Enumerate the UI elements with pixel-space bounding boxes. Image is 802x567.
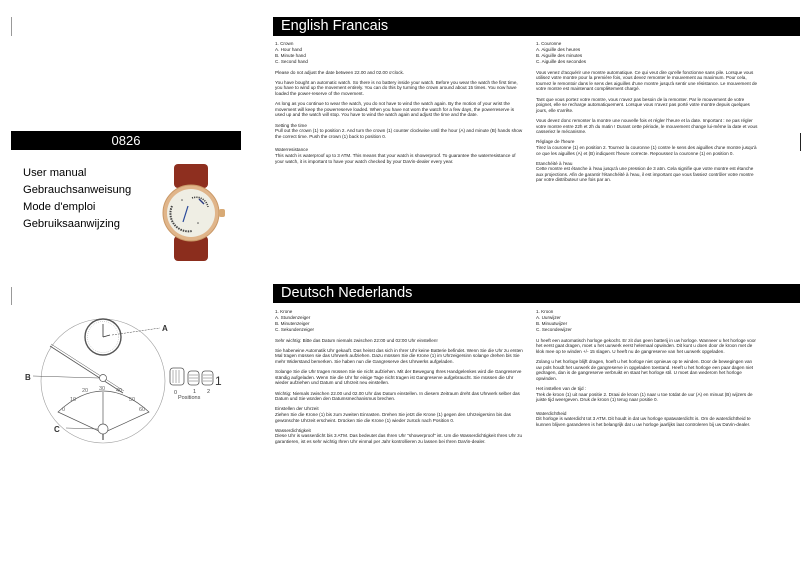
subheading: Setting the time [275,122,307,128]
french-column [536,41,758,188]
title-english: User manual [23,167,87,179]
paragraph: Tant que vous portez votre montre, vous n'avez pas besoin de la remonter. Par le mouvement de votre poignet, elle se recharge automatiquement. Lorsque vous n'avez pas porté votre montre depuis quelques jours, elle s'arrête. [536,96,750,113]
label-c: C [54,425,60,434]
svg-text:50: 50 [129,397,136,403]
svg-text:1: 1 [193,389,197,395]
paragraph: Sie habeneine Automatik Uhr gekauft. Das heisst das sich in Ihrer Uhr keine Batterie befindet. Wenn Sie die Uhr zu ersten Mal tragen müssen sie das Uhrwerk aufziehen. Dazu müssen Sie die Krone (1) im Uhrzeigersinn solange drehen bis Sie mehr Widerstand bemerken. Sie haben nun die Gangreserve des Uhrwerks aufgeladen. [275,347,523,364]
paragraph: Please do not adjust the date between 22.00 and 02.00 o'clock. [275,69,405,75]
paragraph: Trek de kroon (1) uit naar positie 2. Draai de kroon (1) naar u toe totdat de uur (A) en minuut (B) wijzers de juiste tijd weergeven. Druk de kroon (1) terug naar positie 0. [536,391,753,403]
svg-text:0: 0 [174,390,178,396]
wristwatch-photo [152,163,236,263]
paragraph: Ziehen Sie die Krone (1) bis zum zweiten Einrasten. Drehen Sie jetzt die Krone (1) gegen den Uhrzeigersinn bis das gewünschte Uhrzeit erscheint. Drücken Sie die Krone (1) wieder zurück nach Position 0. [275,411,511,423]
paragraph: Wichtig: Niemals zwischen 22.00 und 02.00 Uhr das Datum einstellen. In diesem Zeitraum dreht das Uhrwerk selber das Datum und Sie würden den Datumsmechanismus brechen. [275,390,520,402]
english-column [275,41,525,169]
svg-text:40: 40 [116,388,123,394]
paragraph: U heeft een automatisch horloge gekocht. Er zit dus geen batterij in uw horloge. Wanneer u het horloge voor het eerst gaat dragen, moet u het uurwerk eerst helemaal opwinden. Dit kunt u doen door de kroon met de klok mee op te winden +/- 15 slagen. U heeft nu de gangreserve van het uurwerk opgeladen. [536,337,756,354]
subheading: Het instellen van de tijd : [536,385,587,391]
paragraph: Solange Sie die Uhr tragen müssen Sie sie nicht aufziehen. Mit der Bewegung Ihres Handgelenkes wird die Gangreserve ständig aufgeladen. Wenn Sie die Uhr für einige Tage nicht tragen ist Gangreserve aufgebraucht. Sie müssen die Uhr wieder aufziehen und Datum und Uhrzeit neu einstellen. [275,369,522,386]
paragraph: You have bought an automatic watch. So there is no battery inside your watch. Before you wear the watch the first time, you have to wind up the movement entirely. You can do this by turning the crown around about 15 times. You now have loaded the power-reserve of the movement. [275,79,518,96]
paragraph: Cette montre est étanche à l'eau jusqu'à une pression de 3 atm. Cela signifie que votre montre est étanche aux projections. Afin de garantir l'étanchéité à l'eau, il est important que vous fassiez contrôler votre montre par votre distributeur une fois par an. [536,166,754,183]
paragraph: Vous devez donc remonter la montre une nouvelle fois et régler l'heure et la date. Important : ne pas régler votre montre entre 22h et 2h du matin ! Durant cette période, le mouvement change lui-même la date et vous casseriez le mécanisme. [536,117,758,135]
svg-text:30: 30 [99,386,106,392]
title-german: Gebrauchsanweisung [23,184,132,196]
label-b: B [25,373,31,382]
paragraph: Sehr wichtig: Bitte das Datum niemals zwischen 22:00 und 02:00 Uhr einstellen! [275,337,438,343]
crop-mark [800,133,801,151]
subheading: Réglage de l'heure [536,139,575,145]
crop-mark [11,17,12,36]
paragraph: Diese Uhr is wasserdicht bis 3 ATM. Das bedeutet das Ihren Uhr "showerproof" ist. Um die Wasserdichtigkeit Ihres Uhr zu garantieren, ist es sehr wichtig Ihren Uhr einmal per Jahr kontrollieren zu lassen bei Ihren DaVin-dealer. [275,433,523,444]
svg-text:Positions: Positions [178,395,201,401]
watch-hands-diagram [10,295,240,455]
subheading: Einstellen der Uhrzeit [275,406,319,412]
subheading: Waterdichtheid [536,410,567,416]
paragraph: As long as you continue to wear the watch, you do not have to wind the watch again. By the motion of your wrist the movement will keep the powerreserve loaded. When you have not worn the watch for a few days, the powerreserve is used up and the watch will stop. You have to wind the watch again and adjust the time and the date. [275,101,514,118]
subheading: Wasserdichtigkeit [275,427,311,433]
svg-text:20: 20 [82,388,89,394]
label-a: A [162,324,168,333]
paragraph: Dit horloge is waterdicht tot 3 ATM. Dit houdt in dat uw horloge spatwaterdicht is. Om de waterdichtheid te kunnen blijven garanderen is het belangrijk dat u uw horloge jaarlijks laat controleren bij uw DaVin-dealer. [536,416,751,427]
german-column [275,309,525,449]
paragraph: Tirez la couronne (1) en position 2. Tournez la couronne (1) contre le sens des aiguilles d'une montre jusqu'à ce que les aiguilles (A) et (B) indiquent l'heure correcte. Repoussez la couronne (1) en position 0. [536,144,757,156]
subheading: Waterresistance [275,147,309,153]
svg-text:2: 2 [207,389,211,395]
svg-text:10: 10 [70,397,77,403]
manual-titles [23,165,131,233]
svg-text:1: 1 [215,374,222,388]
parts-list-french: 1. Couronne A. Aiguille des heures B. Aiguille des minutes C. Aiguille des secondes [536,41,587,64]
parts-list-english: 1. Crown A. Hour hand B. Minute hand C. Second hand [275,41,308,64]
svg-text:0: 0 [62,407,66,413]
dutch-column [536,309,758,432]
parts-list-german: 1. Krone A. Stundenzeiger B. Minutenzeiger C. Sekundenzeiger [275,309,315,332]
paragraph: Vous venez d'acquérir une montre automatique. Ce qui veut dire qu'elle fonctionne sans pile. Lorsque vous utilisez votre montre pour la première fois, vous devez remonter le mouvement au maximum. Pour cela, tournez le remontoir dans le sens des aiguilles d'une montre jusqu'à sentir une résistance. Le mouvement de votre montre est maintenant complètement chargé. [536,69,758,92]
subheading: Etanchéité à l'eau [536,160,573,166]
section-header-german-dutch: Deutsch Nederlands [273,284,800,303]
paragraph: Pull out the crown (1) to position 2. And turn the crown (1) counter clockwise until the hour (A) and minute (B) hands show the correct time. Push the crown (1) back to position 0. [275,128,523,139]
section-header-english-french: English Francais [273,17,800,36]
model-number-bar: 0826 [11,131,241,150]
paragraph: Zolang u het horloge blijft dragen, hoeft u het horloge niet opnieuw op te winden. Door de bewegingen van uw pols houdt het uurwerk de gangreserve in opgeladen toestand. Heeft u het horloge een paar dagen niet gedragen, dan is de gangreserve verbruikt en staat het horloge stil. U moet dan wederom het horloge opwinden. [536,358,754,381]
svg-text:60: 60 [139,407,146,413]
paragraph: This watch is waterproof up to 3 ATM. This means that your watch is showerproof. To guarantee the waterresistance of your watch, it is important to have your watch checked by your DaVin-dealer every year. [275,152,516,164]
parts-list-dutch: 1. Kroon A. Uurwijzer B. Minuutwijzer C. Secondewijzer [536,309,572,332]
title-dutch: Gebruiksaanwijzing [23,218,121,230]
title-french: Mode d'emploi [23,201,96,213]
